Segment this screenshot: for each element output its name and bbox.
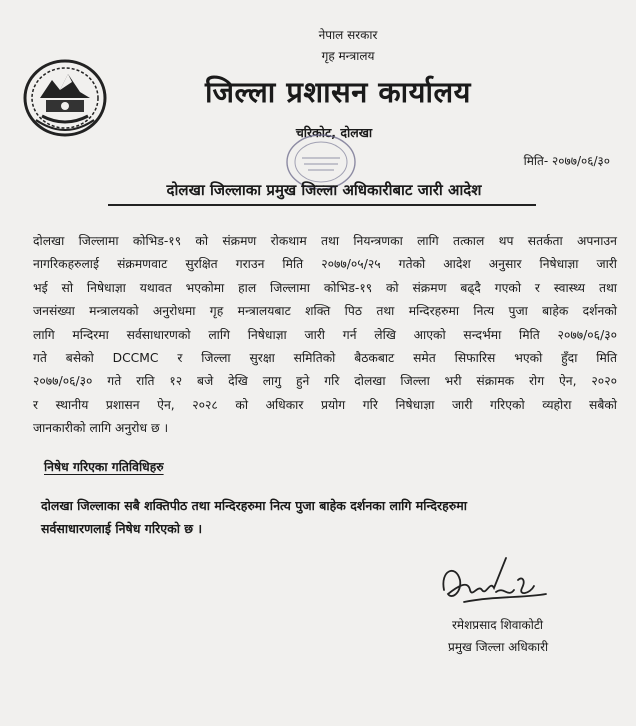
body-line: भई सो निषेधाज्ञा यथावत भएकोमा हाल जिल्लामा कोभिड-१९ को संक्रमण बढ्दै गएको र स्वास्थ्य तथा	[33, 280, 617, 295]
activity-line: सर्वसाधारणलाई निषेध गरिएको छ ।	[41, 521, 203, 536]
body-line: गते बसेको DCCMC र जिल्ला सुरक्षा समितिको बैठकबाट समेत सिफारिस भएको हुँदा मिति	[33, 351, 617, 366]
document-subject: दोलखा जिल्लाका प्रमुख जिल्ला अधिकारीबाट जारी आदेश	[166, 181, 482, 199]
office-location: चरिकोट, दोलखा	[295, 125, 373, 140]
government-name: नेपाल सरकार	[318, 28, 378, 42]
body-line: जनसंख्या मन्त्रालयको अनुरोधमा गृह मन्त्रालयबाट शक्ति पिठ तथा मन्दिरहरुमा नित्य पुजा बाहेक दर्शनको	[33, 304, 617, 319]
activity-paragraph	[41, 494, 581, 540]
ministry-name: गृह मन्त्रालय	[321, 49, 375, 63]
signer-name: रमेशप्रसाद शिवाकोटी	[452, 618, 544, 632]
activity-line: दोलखा जिल्लाका सबै शक्तिपीठ तथा मन्दिरहरुमा नित्य पुजा बाहेक दर्शनका लागि मन्दिरहरुमा	[41, 498, 467, 513]
body-line: लागि मन्दिरमा सर्वसाधारणको लागि निषेधाज्ञा जारी गर्न लेखि आएको सन्दर्भमा मिति २०७७/०६/३०	[33, 327, 617, 342]
body-line: २०७७/०६/३० गते राति १२ बजे देखि लागु हुने गरि दोलखा जिल्ला भरी संक्रामक रोग ऐन, २०२०	[33, 374, 617, 389]
body-line: नागरिकहरुलाई संक्रमणवाट सुरक्षित गराउन मिति २०७७/०५/२५ गतेको आदेश अनुसार निषेधाज्ञा जारी	[33, 257, 617, 272]
signature-icon	[434, 550, 554, 614]
subject-underline	[108, 204, 536, 206]
body-line: दोलखा जिल्लामा कोभिड-१९ को संक्रमण रोकथाम तथा नियन्त्रणका लागि तत्काल थप सतर्कता अपनाउन	[33, 234, 617, 248]
body-line: जानकारीको लागि अनुरोध छ ।	[33, 421, 169, 436]
activities-heading: निषेध गरिएका गतिविधिहरु	[44, 460, 164, 474]
body-line: र स्थानीय प्रशासन ऐन, २०२८ को अधिकार प्रयोग गरि निषेधाज्ञा जारी गरिएको व्यहोरा सबैको	[33, 397, 617, 412]
office-title: जिल्ला प्रशासन कार्यालय	[204, 75, 471, 109]
body-paragraph	[33, 230, 617, 441]
document-date: मिति- २०७७/०६/३०	[523, 154, 610, 168]
signer-title: प्रमुख जिल्ला अधिकारी	[448, 640, 549, 654]
